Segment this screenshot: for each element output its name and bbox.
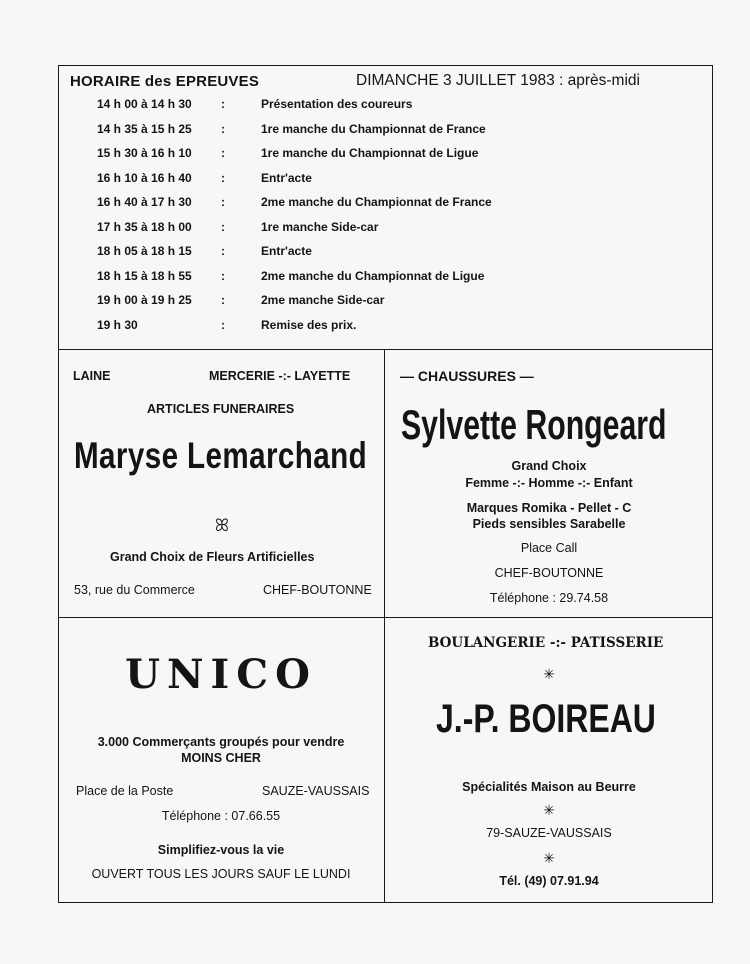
- schedule-row-time: 14 h 00 à 14 h 30: [97, 97, 192, 111]
- schedule-row-time: 18 h 05 à 18 h 15: [97, 244, 192, 258]
- star-icon: ✳: [543, 802, 555, 818]
- lemarchand-address: 53, rue du Commerce: [74, 583, 195, 597]
- mercerie-label: MERCERIE -:- LAYETTE: [209, 369, 351, 383]
- schedule-row-separator: :: [221, 293, 225, 307]
- pieds-label: Pieds sensibles Sarabelle: [472, 517, 626, 531]
- schedule-row-event: Entr'acte: [261, 244, 312, 258]
- divider-middle: [58, 617, 713, 618]
- schedule-row-separator: :: [221, 97, 225, 111]
- schedule-row-time: 18 h 15 à 18 h 55: [97, 268, 192, 283]
- marques-label: Marques Romika - Pellet - C: [466, 501, 632, 515]
- schedule-row-time: 16 h 10 à 16 h 40: [97, 170, 192, 185]
- schedule-row-time: 19 h 00 à 19 h 25: [97, 293, 192, 307]
- rongeard-place: Place Call: [520, 541, 578, 555]
- laine-label: LAINE: [73, 369, 111, 383]
- schedule-row-separator: :: [221, 219, 225, 234]
- schedule-row-time: 14 h 35 à 15 h 25: [97, 121, 192, 136]
- schedule-date: DIMANCHE 3 JUILLET 1983 : après-midi: [356, 72, 640, 89]
- schedule-row-event: 1re manche du Championnat de France: [261, 121, 486, 136]
- schedule-row-time: 19 h 30: [97, 317, 138, 332]
- lemarchand-name: Maryse Lemarchand: [74, 435, 368, 476]
- unico-city: SAUZE-VAUSSAIS: [262, 784, 370, 798]
- schedule-row-event: Entr'acte: [261, 170, 312, 185]
- divider-vertical: [384, 349, 385, 903]
- unico-phone: Téléphone : 07.66.55: [161, 809, 281, 823]
- categories-label: Femme -:- Homme -:- Enfant: [465, 476, 633, 490]
- funeraires-label: ARTICLES FUNERAIRES: [147, 402, 295, 416]
- unico-place: Place de la Poste: [76, 784, 174, 798]
- unico-line1: 3.000 Commerçants groupés pour vendre: [97, 735, 345, 749]
- schedule-row-event: 2me manche du Championnat de France: [261, 195, 492, 209]
- schedule-row-separator: :: [221, 268, 225, 283]
- schedule-row-separator: :: [221, 170, 225, 185]
- schedule-title: HORAIRE des EPREUVES: [70, 73, 260, 90]
- schedule-row-separator: :: [221, 195, 225, 209]
- boireau-city: 79-SAUZE-VAUSSAIS: [486, 826, 612, 840]
- grand-choix-label: Grand Choix: [511, 459, 587, 473]
- schedule-row-event: 2me manche Side-car: [261, 293, 385, 307]
- schedule-row-event: Présentation des coureurs: [261, 97, 413, 111]
- schedule-row-time: 17 h 35 à 18 h 00: [97, 219, 192, 234]
- boireau-name: J.-P. BOIREAU: [436, 697, 656, 741]
- lemarchand-city: CHEF-BOUTONNE: [263, 583, 372, 597]
- boireau-trade: BOULANGERIE -:- PATISSERIE: [428, 635, 664, 651]
- schedule-row-separator: :: [221, 146, 225, 160]
- rongeard-name: Sylvette Rongeard: [401, 401, 667, 448]
- star-icon: ✳: [543, 850, 555, 866]
- schedule-row-separator: :: [221, 317, 225, 332]
- rongeard-phone: Téléphone : 29.74.58: [489, 591, 609, 605]
- rongeard-city: CHEF-BOUTONNE: [494, 566, 604, 580]
- fleurs-label: Grand Choix de Fleurs Artificielles: [110, 550, 315, 564]
- unico-line2: MOINS CHER: [181, 751, 261, 765]
- unico-slogan: Simplifiez-vous la vie: [157, 843, 285, 857]
- schedule-row-event: Remise des prix.: [261, 317, 357, 332]
- schedule-row-separator: :: [221, 244, 225, 258]
- ornament-icon: ꕤ: [214, 516, 230, 535]
- unico-logo: UNICO: [125, 651, 317, 698]
- star-icon: ✳: [543, 666, 555, 682]
- schedule-row-separator: :: [221, 121, 225, 136]
- schedule-row-time: 16 h 40 à 17 h 30: [97, 195, 192, 209]
- boireau-specialites: Spécialités Maison au Beurre: [462, 780, 636, 794]
- boireau-phone: Tél. (49) 07.91.94: [499, 874, 599, 888]
- divider-schedule: [58, 349, 713, 350]
- schedule-row-event: 1re manche du Championnat de Ligue: [261, 146, 479, 160]
- unico-hours: OUVERT TOUS LES JOURS SAUF LE LUNDI: [91, 867, 351, 881]
- schedule-row-event: 1re manche Side-car: [261, 219, 379, 234]
- chaussures-heading: — CHAUSSURES —: [400, 368, 534, 384]
- schedule-row-event: 2me manche du Championnat de Ligue: [261, 268, 485, 283]
- schedule-row-time: 15 h 30 à 16 h 10: [97, 146, 192, 160]
